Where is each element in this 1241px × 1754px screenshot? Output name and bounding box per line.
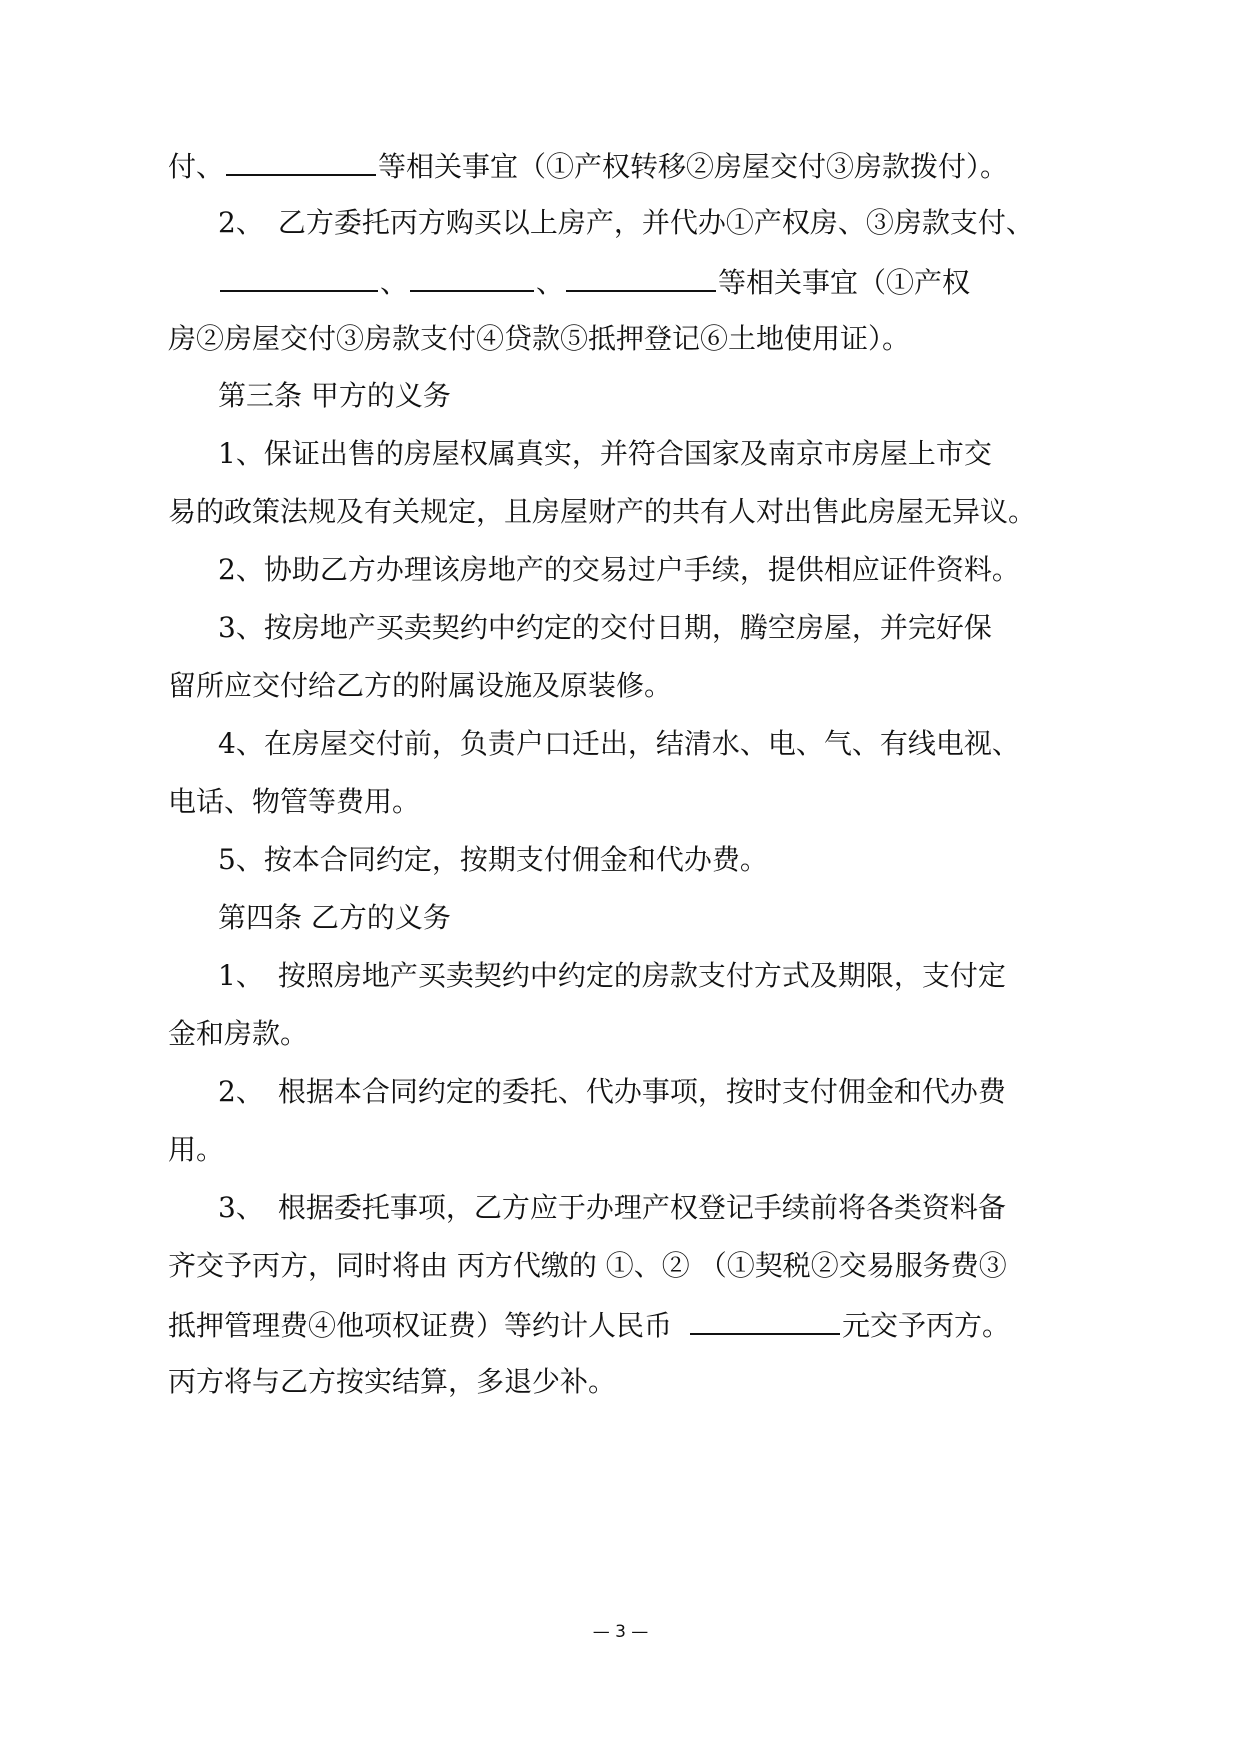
fill-blank bbox=[566, 264, 716, 292]
para-line-10 bbox=[168, 669, 672, 703]
para-line-9 bbox=[218, 611, 992, 645]
para-line-1 bbox=[168, 148, 1008, 184]
fill-blank bbox=[226, 148, 376, 176]
heading-text: 第三条 甲方的义务 bbox=[218, 379, 451, 412]
para-line-21 bbox=[168, 1307, 1010, 1343]
text-segment: 元交予丙方。 bbox=[842, 1309, 1011, 1342]
para-line-19 bbox=[218, 1191, 1006, 1225]
para-line-7 bbox=[168, 495, 1036, 529]
para-line-13 bbox=[218, 843, 768, 877]
para-line-6 bbox=[218, 437, 992, 471]
para-line-16 bbox=[168, 1017, 308, 1051]
text-segment: 等相关事宜（①产权转移②房屋交付③房款拨付）。 bbox=[378, 150, 1009, 183]
text-segment: 丙方将与乙方按实结算，多退少补。 bbox=[168, 1365, 617, 1398]
para-line-4 bbox=[168, 322, 910, 356]
heading-text: 第四条 乙方的义务 bbox=[218, 901, 451, 934]
para-line-12 bbox=[168, 785, 420, 819]
para-line-20 bbox=[168, 1249, 1007, 1283]
text-segment: 3、按房地产买卖契约中约定的交付日期，腾空房屋，并完好保 bbox=[218, 611, 992, 644]
section-heading-3 bbox=[218, 379, 451, 413]
text-segment: 、 bbox=[380, 266, 409, 299]
page-number: — 3 — bbox=[592, 1622, 649, 1642]
text-segment: 付、 bbox=[168, 150, 225, 183]
text-segment: 、 bbox=[536, 266, 565, 299]
text-segment: 留所应交付给乙方的附属设施及原装修。 bbox=[168, 669, 673, 702]
para-line-11 bbox=[218, 727, 1020, 761]
text-segment: 2、 乙方委托丙方购买以上房产，并代办①产权房、③房款支付、 bbox=[218, 206, 1034, 239]
para-line-18 bbox=[168, 1133, 224, 1167]
text-segment: 3、 根据委托事项，乙方应于办理产权登记手续前将各类资料备 bbox=[218, 1191, 1006, 1224]
fill-blank bbox=[410, 264, 534, 292]
fill-blank bbox=[690, 1307, 840, 1335]
para-line-15 bbox=[218, 959, 1006, 993]
text-segment: 1、 按照房地产买卖契约中约定的房款支付方式及期限，支付定 bbox=[218, 959, 1006, 992]
para-line-17 bbox=[218, 1075, 1006, 1109]
para-line-8 bbox=[218, 553, 1020, 587]
para-line-2 bbox=[218, 206, 1034, 240]
text-segment: 2、 根据本合同约定的委托、代办事项，按时支付佣金和代办费 bbox=[218, 1075, 1006, 1108]
para-line-3 bbox=[218, 264, 970, 300]
text-segment: 金和房款。 bbox=[168, 1017, 309, 1050]
text-segment: 4、在房屋交付前，负责户口迁出，结清水、电、气、有线电视、 bbox=[218, 727, 1020, 760]
text-segment: 房②房屋交付③房款支付④贷款⑤抵押登记⑥土地使用证）。 bbox=[168, 322, 911, 355]
text-segment: 易的政策法规及有关规定，且房屋财产的共有人对出售此房屋无异议。 bbox=[168, 495, 1037, 528]
section-heading-4 bbox=[218, 901, 451, 935]
text-segment: 2、协助乙方办理该房地产的交易过户手续，提供相应证件资料。 bbox=[218, 553, 1020, 586]
text-segment: 5、按本合同约定，按期支付佣金和代办费。 bbox=[218, 843, 768, 876]
fill-blank bbox=[220, 264, 378, 292]
text-segment: 用。 bbox=[168, 1133, 225, 1166]
text-segment: 齐交予丙方，同时将由 丙方代缴的 ①、② （①契税②交易服务费③ bbox=[168, 1249, 1007, 1282]
text-segment: 电话、物管等费用。 bbox=[168, 785, 421, 818]
para-line-22 bbox=[168, 1365, 616, 1399]
text-segment: 1、保证出售的房屋权属真实，并符合国家及南京市房屋上市交 bbox=[218, 437, 992, 470]
text-segment: 抵押管理费④他项权证费）等约计人民币 bbox=[168, 1309, 673, 1342]
text-segment: 等相关事宜（①产权 bbox=[718, 266, 971, 299]
